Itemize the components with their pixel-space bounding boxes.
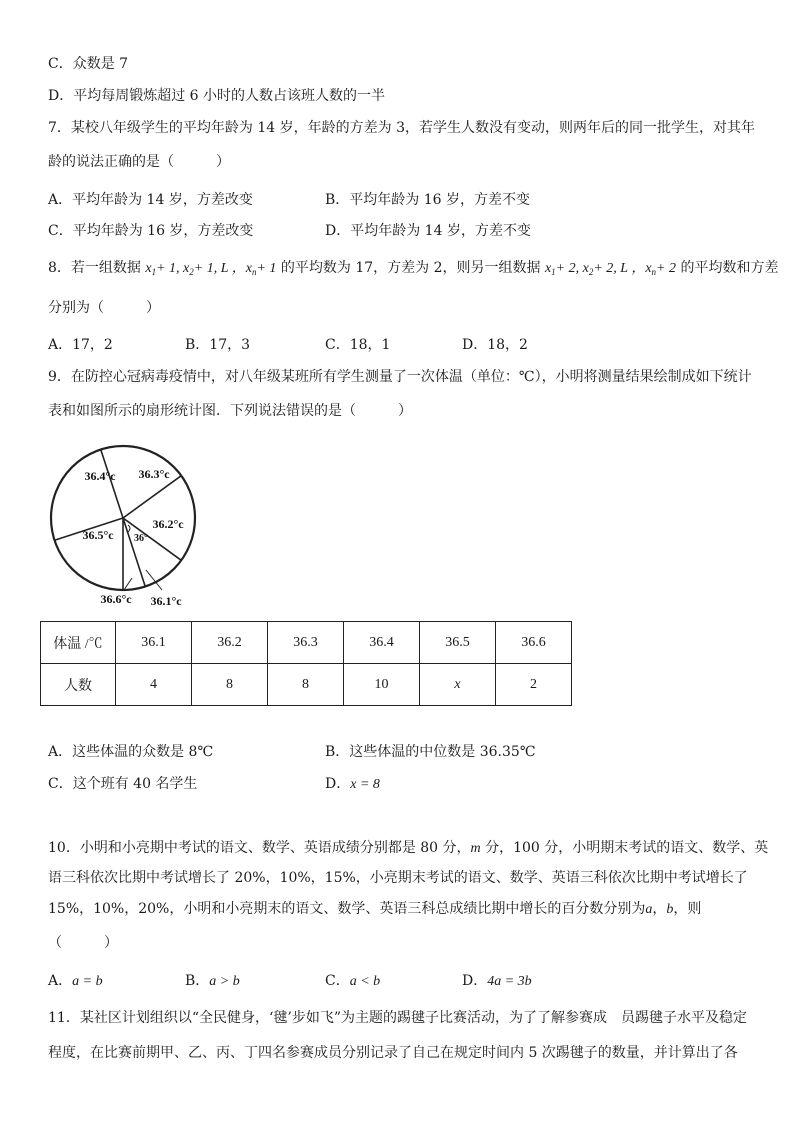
q9-option-c: C．这个班有 40 名学生	[48, 776, 198, 792]
q8-stem-line1	[48, 258, 778, 282]
pie-slice-boundary	[123, 476, 181, 518]
q8-option-c: C．18，1	[325, 337, 391, 353]
table-cell: 36.5	[420, 622, 496, 664]
table-cell: 4	[116, 664, 192, 706]
table-cell-unknown-x: x	[420, 664, 496, 706]
q9-option-d: D．x = 8	[325, 776, 380, 792]
table-header-count: 人数	[41, 664, 116, 706]
pie-slice-boundary	[123, 518, 145, 586]
q7-option-d: D．平均年龄为 14 岁，方差不变	[325, 223, 531, 239]
q10-option-b: B．a > b	[185, 973, 240, 989]
q8-option-d: D．18，2	[462, 337, 528, 353]
q11-stem-line1: 11．某社区计划组织以“全民健身，‘毽’步如飞”为主题的踢毽子比赛活动，为了了解参赛成 员踢毽子水平及稳定	[48, 1010, 748, 1026]
q11-stem-line2: 程度，在比赛前期甲、乙、丙、丁四名参赛成员分别记录了自己在规定时间内 5 次踢毽子的数量，并计算出了各	[48, 1045, 738, 1061]
table-cell: 36.2	[192, 622, 268, 664]
q8-text-pre: 8．若一组数据	[48, 260, 141, 276]
temperature-table	[40, 621, 572, 706]
pie-slice-boundary	[101, 450, 123, 518]
pie-slice-label: 36.4°c	[84, 469, 116, 483]
table-row-count	[41, 664, 572, 706]
table-cell: 36.1	[116, 622, 192, 664]
q9-option-a: A．这些体温的众数是 8℃	[48, 744, 214, 760]
pie-slice-label: 36.5°c	[82, 528, 114, 542]
table-cell: 36.6	[496, 622, 572, 664]
q10-stem-line2: 语三科依次比期中考试增长了 20%，10%，15%，小亮期末考试的语文、数学、英语三科依次比期中考试增长了	[48, 870, 748, 886]
table-cell: 8	[192, 664, 268, 706]
pie-slice-label: 36.3°c	[138, 467, 170, 481]
q7-stem-line2: 龄的说法正确的是（ ）	[48, 154, 230, 170]
q10-stem-line1: 10．小明和小亮期中考试的语文、数学、英语成绩分别都是 80 分，m 分，100 分，小明期末考试的语文、数学、英	[48, 840, 769, 856]
q7-stem-line1: 7．某校八年级学生的平均年龄为 14 岁，年龄的方差为 3，若学生人数没有变动，则两年后的同一批学生，对其年	[48, 120, 755, 136]
q8-option-a: A．17，2	[48, 337, 113, 353]
q10-option-a: A．a = b	[48, 973, 103, 989]
q9-stem-line2: 表和如图所示的扇形统计图．下列说法错误的是（ ）	[48, 403, 412, 419]
table-header-temperature: 体温 /℃	[41, 622, 116, 664]
q7-option-c: C．平均年龄为 16 岁，方差改变	[48, 223, 254, 239]
q8-formula-set2: $x_1+ 2$, $x_2+ 2$, L ，$x_n+ 2$	[544, 261, 676, 277]
q9-option-b: B．这些体温的中位数是 36.35℃	[325, 744, 536, 760]
q8-text-mid: 的平均数为 17，方差为 2，则另一组数据	[280, 260, 541, 276]
table-cell: 10	[344, 664, 420, 706]
pie-center-angle-label: 36°	[134, 533, 148, 544]
pie-slice-label: 36.2°c	[152, 517, 184, 531]
pie-label-leader	[124, 578, 132, 590]
table-row-temperature	[41, 622, 572, 664]
q8-text-post: 的平均数和方差	[680, 260, 779, 276]
q8-stem-line2: 分别为（ ）	[48, 300, 160, 316]
q10-stem-line4: （ ）	[48, 935, 118, 951]
pie-chart	[40, 438, 210, 614]
table-cell: 36.3	[268, 622, 344, 664]
q8-option-b: B．17，3	[185, 337, 251, 353]
table-cell: 36.4	[344, 622, 420, 664]
q7-option-b: B．平均年龄为 16 岁，方差不变	[325, 192, 531, 208]
q9-stem-line1: 9．在防控心冠病毒疫情中，对八年级某班所有学生测量了一次体温（单位：℃），小明将测量结果绘制成如下统计	[48, 369, 752, 385]
pie-slice-label: 36.6°c	[100, 592, 132, 606]
table-cell: 8	[268, 664, 344, 706]
q6-option-d: D．平均每周锻炼超过 6 小时的人数占该班人数的一半	[48, 88, 386, 104]
q10-option-c: C．a < b	[325, 973, 381, 989]
q10-option-d: D．4a = 3b	[462, 973, 532, 989]
q6-option-c: C．众数是 7	[48, 56, 129, 72]
q10-stem-line3: 15%，10%，20%，小明和小亮期末的语文、数学、英语三科总成绩比期中增长的百分数分别为a，b，则	[48, 901, 702, 917]
pie-slice-label: 36.1°c	[150, 594, 182, 608]
q7-option-a: A．平均年龄为 14 岁，方差改变	[48, 192, 253, 208]
q8-formula-set1: $x_1+ 1$, $x_2+ 1$, L ，$x_n+ 1$	[145, 261, 277, 277]
pie-angle-arc	[128, 525, 130, 532]
table-cell: 2	[496, 664, 572, 706]
